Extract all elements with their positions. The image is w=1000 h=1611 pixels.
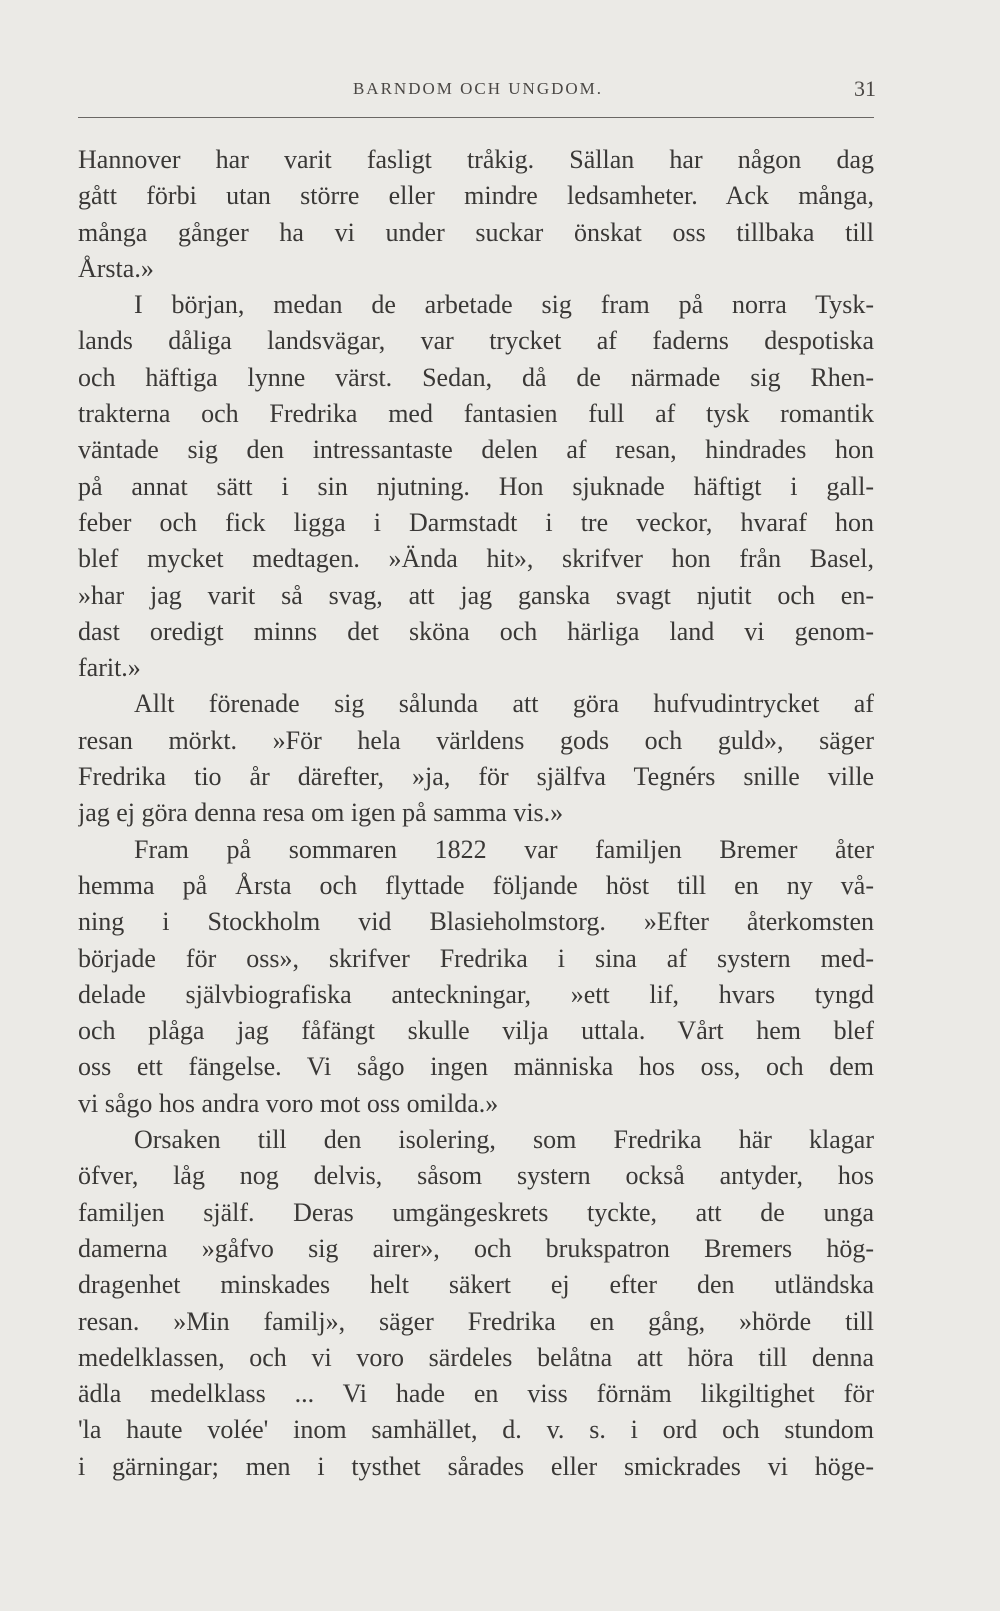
text-line: många gånger ha vi under suckar önskat oss tillbaka till <box>78 217 874 247</box>
text-line: jag ej göra denna resa om igen på samma vis.» <box>78 798 564 828</box>
page-number: 31 <box>854 76 876 101</box>
text-line: Orsaken till den isolering, som Fredrika här klagar <box>134 1125 874 1155</box>
text-line: trakterna och Fredrika med fantasien full af tysk romantik <box>78 399 874 429</box>
text-line: i gärningar; men i tysthet sårades eller smickrades vi höge- <box>78 1451 874 1481</box>
text-line: Fredrika tio år därefter, »ja, för själfva Tegnérs snille ville <box>78 762 874 792</box>
running-head <box>78 76 878 102</box>
text-line: lands dåliga landsvägar, var trycket af faderns despotiska <box>78 326 874 356</box>
text-line: dragenhet minskades helt säkert ej efter den utländska <box>78 1270 874 1300</box>
text-line: familjen själf. Deras umgängeskrets tyckte, att de unga <box>78 1197 874 1227</box>
text-line: hemma på Årsta och flyttade följande höst till en ny vå- <box>78 870 874 900</box>
text-line: Årsta.» <box>78 253 154 283</box>
running-title: BARNDOM OCH UNGDOM. <box>352 79 604 98</box>
text-line: feber och fick ligga i Darmstadt i tre veckor, hvaraf hon <box>78 507 874 537</box>
text-line: vi sågo hos andra voro mot oss omilda.» <box>78 1088 499 1118</box>
text-line: öfver, låg nog delvis, såsom systern också antyder, hos <box>78 1161 874 1191</box>
text-line: dast oredigt minns det sköna och härliga land vi genom- <box>78 616 874 646</box>
text-line: ning i Stockholm vid Blasieholmstorg. »Efter återkomsten <box>78 907 874 937</box>
text-line: »har jag varit så svag, att jag ganska svagt njutit och en- <box>78 580 874 610</box>
text-line: medelklassen, och vi voro särdeles belåtna att höra till denna <box>78 1342 874 1372</box>
text-line: 'la haute volée' inom samhället, d. v. s. i ord och stundom <box>78 1415 874 1445</box>
header-rule <box>78 117 874 118</box>
body-text <box>78 142 874 1485</box>
text-line: Allt förenade sig sålunda att göra hufvudintrycket af <box>134 689 874 719</box>
text-line: väntade sig den intressantaste delen af resan, hindrades hon <box>78 435 874 465</box>
text-line: Fram på sommaren 1822 var familjen Bremer åter <box>134 834 874 864</box>
text-line: I början, medan de arbetade sig fram på norra Tysk- <box>134 290 874 320</box>
text-line: farit.» <box>78 653 141 683</box>
text-line: Hannover har varit fasligt tråkig. Sällan har någon dag <box>78 145 874 174</box>
text-line: blef mycket medtagen. »Ända hit», skrifver hon från Basel, <box>78 544 874 574</box>
text-line: började för oss», skrifver Fredrika i sina af systern med- <box>78 943 874 973</box>
text-line: gått förbi utan större eller mindre ledsamheter. Ack många, <box>78 181 874 211</box>
text-line: och plåga jag fåfängt skulle vilja uttala. Vårt hem blef <box>78 1016 874 1046</box>
text-line: delade självbiografiska anteckningar, »ett lif, hvars tyngd <box>78 979 874 1009</box>
text-line: resan mörkt. »För hela världens gods och guld», säger <box>78 725 874 755</box>
text-line: ädla medelklass ... Vi hade en viss förnäm likgiltighet för <box>78 1379 874 1409</box>
text-line: och häftiga lynne värst. Sedan, då de närmade sig Rhen- <box>78 362 874 392</box>
text-line: damerna »gåfvo sig airer», och brukspatron Bremers hög- <box>78 1233 874 1263</box>
text-line: på annat sätt i sin njutning. Hon sjuknade häftigt i gall- <box>78 471 874 501</box>
text-line: resan. »Min familj», säger Fredrika en gång, »hörde till <box>78 1306 874 1336</box>
text-line: oss ett fängelse. Vi sågo ingen människa hos oss, och dem <box>78 1052 874 1082</box>
